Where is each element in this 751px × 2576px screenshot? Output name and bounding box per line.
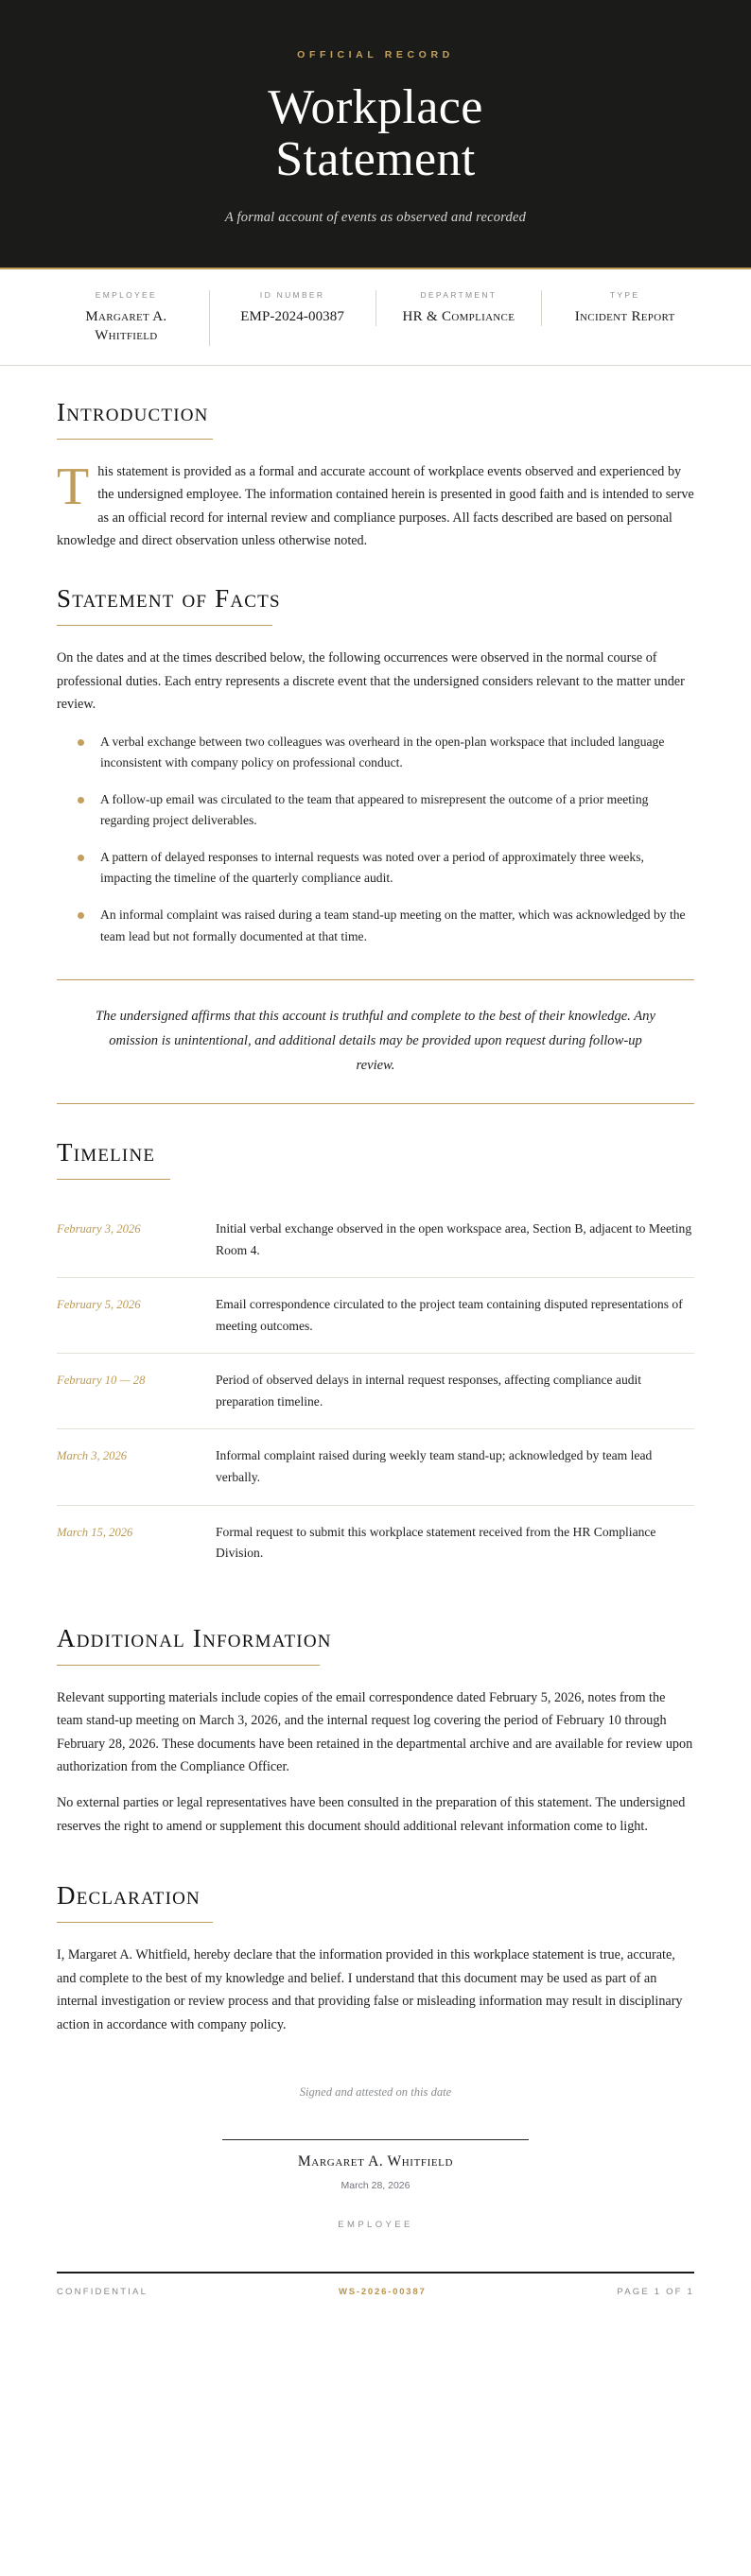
- bullet-dot-icon: [78, 912, 84, 919]
- signature-line: [222, 2139, 529, 2140]
- table-row: [57, 1429, 694, 1505]
- meta-field-type: [542, 290, 707, 326]
- signature-name: Margaret A. Whitfield: [297, 2152, 454, 2170]
- timeline-description: Informal complaint raised during weekly team stand-up; acknowledged by team lead verbally.: [216, 1448, 653, 1485]
- timeline-date: February 10 — 28: [57, 1374, 146, 1388]
- footer-confidential-label: CONFIDENTIAL: [57, 2286, 148, 2297]
- meta-field-id-number: [210, 290, 376, 326]
- metadata-bar: [0, 269, 751, 366]
- table-row: [57, 1202, 694, 1278]
- header-subtitle: A formal account of events as observed and recorded: [224, 210, 527, 226]
- timeline-description: Email correspondence circulated to the project team containing disputed representations of meeting outcomes.: [216, 1297, 683, 1333]
- timeline-description: Period of observed delays in internal request responses, affecting compliance audit preparation timeline.: [216, 1373, 642, 1409]
- meta-label-department: DEPARTMENT: [420, 290, 498, 301]
- fact-text: A follow-up email was circulated to the team that appeared to misrepresent the outcome of a prior meeting regarding project deliverables.: [100, 791, 649, 828]
- meta-field-department: [376, 290, 543, 326]
- affirmation-text: The undersigned affirms that this account is truthful and complete to the best of their knowledge. Any omission is unintentional, and additional details may be provided upon request during follow-up review.: [96, 1009, 655, 1074]
- timeline-date: March 15, 2026: [57, 1525, 133, 1539]
- section-divider-additional-information: [57, 1665, 320, 1666]
- document-footer: [0, 2272, 751, 2325]
- timeline-description: Formal request to submit this workplace statement received from the HR Compliance Division.: [216, 1524, 656, 1561]
- signature-role: EMPLOYEE: [338, 2219, 413, 2230]
- bullet-dot-icon: [78, 739, 84, 746]
- additional-information-paragraph-1: Relevant supporting materials include copies of the email correspondence dated February 5, 2026, notes from the team stand-up meeting on March 3, 2026, and the internal request log covering the period of February 10 through February 28, 2026. These documents have been retained in the departmental archive and are available for review upon authorization from the Compliance Officer.: [57, 1689, 693, 1774]
- statement-of-facts-intro: On the dates and at the times described below, the following occurrences were observed in the normal course of professional duties. Each entry represents a discrete event that the undersigned considers relevant to the matter under review.: [57, 650, 685, 713]
- table-row: [57, 1354, 694, 1429]
- timeline-date: February 5, 2026: [57, 1298, 141, 1312]
- signature-block: [57, 2085, 694, 2238]
- section-declaration: [57, 1881, 694, 2036]
- section-introduction: [57, 398, 694, 553]
- meta-value-employee: Margaret A. Whitfield: [85, 309, 167, 344]
- timeline-date: February 3, 2026: [57, 1222, 141, 1236]
- page-title: Workplace Statement: [268, 80, 483, 187]
- section-statement-of-facts: [57, 584, 694, 947]
- section-heading-timeline: Timeline: [57, 1138, 156, 1167]
- list-item: [78, 789, 694, 832]
- section-divider-introduction: [57, 439, 213, 440]
- section-divider-declaration: [57, 1922, 213, 1923]
- section-heading-declaration: Declaration: [57, 1881, 201, 1910]
- list-item: [78, 847, 694, 890]
- section-heading-introduction: Introduction: [57, 397, 209, 426]
- timeline-date: March 3, 2026: [57, 1449, 128, 1463]
- facts-list: [57, 732, 694, 948]
- timeline-description: Initial verbal exchange observed in the open workspace area, Section B, adjacent to Meeting Room 4.: [216, 1221, 692, 1257]
- meta-label-id-number: ID NUMBER: [259, 290, 325, 301]
- section-divider-timeline: [57, 1179, 170, 1180]
- footer-page-number: PAGE 1 OF 1: [617, 2286, 694, 2297]
- fact-text: A verbal exchange between two colleagues was overheard in the open-plan workspace that included language inconsistent with company policy on professional conduct.: [100, 734, 665, 770]
- list-item: [78, 905, 694, 947]
- section-heading-additional-information: Additional Information: [57, 1623, 332, 1652]
- meta-value-type: Incident Report: [574, 309, 675, 325]
- section-timeline: [57, 1138, 694, 1581]
- declaration-paragraph: I, Margaret A. Whitfield, hereby declare that the information provided in this workplace statement is true, accurate, and complete to the best of my knowledge and belief. I understand that this document may be used as part of an internal investigation or review process and that providing false or misleading information may result in disciplinary action in accordance with company policy.: [57, 1947, 683, 2032]
- timeline-list: [57, 1202, 694, 1581]
- document-body: [0, 366, 751, 2238]
- section-additional-information: [57, 1624, 694, 1839]
- affirmation-callout: [57, 979, 694, 1104]
- fact-text: An informal complaint was raised during a team stand-up meeting on the matter, which was acknowledged by the team lead but not formally documented at that time.: [100, 908, 686, 943]
- footer-document-id: WS-2026-00387: [338, 2286, 427, 2297]
- introduction-paragraph: This statement is provided as a formal and accurate account of workplace events observed and experienced by the undersigned employee. The information contained herein is presented in good faith and is intended to serve as an official record for internal review and compliance purposes. All facts described are based on personal knowledge and direct observation unless otherwise noted.: [57, 457, 694, 548]
- bullet-dot-icon: [78, 855, 84, 861]
- list-item: [78, 732, 694, 774]
- signature-date: March 28, 2026: [341, 2179, 410, 2191]
- signature-caption: Signed and attested on this date: [299, 2084, 452, 2099]
- meta-value-id-number: EMP-2024-00387: [240, 309, 344, 325]
- header-eyebrow: OFFICIAL RECORD: [297, 49, 454, 61]
- table-row: [57, 1278, 694, 1354]
- meta-value-department: HR & Compliance: [402, 309, 515, 325]
- section-divider-statement-of-facts: [57, 625, 272, 626]
- meta-label-employee: EMPLOYEE: [95, 290, 157, 301]
- bullet-dot-icon: [78, 797, 84, 804]
- document-header: [0, 0, 751, 269]
- meta-label-type: TYPE: [609, 290, 640, 301]
- table-row: [57, 1506, 694, 1581]
- footer-divider: [57, 2272, 694, 2273]
- meta-field-employee: [44, 290, 210, 346]
- section-heading-statement-of-facts: Statement of Facts: [57, 584, 281, 614]
- fact-text: A pattern of delayed responses to internal requests was noted over a period of approximately three weeks, impacting the timeline of the quarterly compliance audit.: [100, 849, 644, 886]
- additional-information-paragraph-2: No external parties or legal representatives have been consulted in the preparation of this statement. The undersigned reserves the right to amend or supplement this document should additional relevant information come to light.: [57, 1795, 686, 1834]
